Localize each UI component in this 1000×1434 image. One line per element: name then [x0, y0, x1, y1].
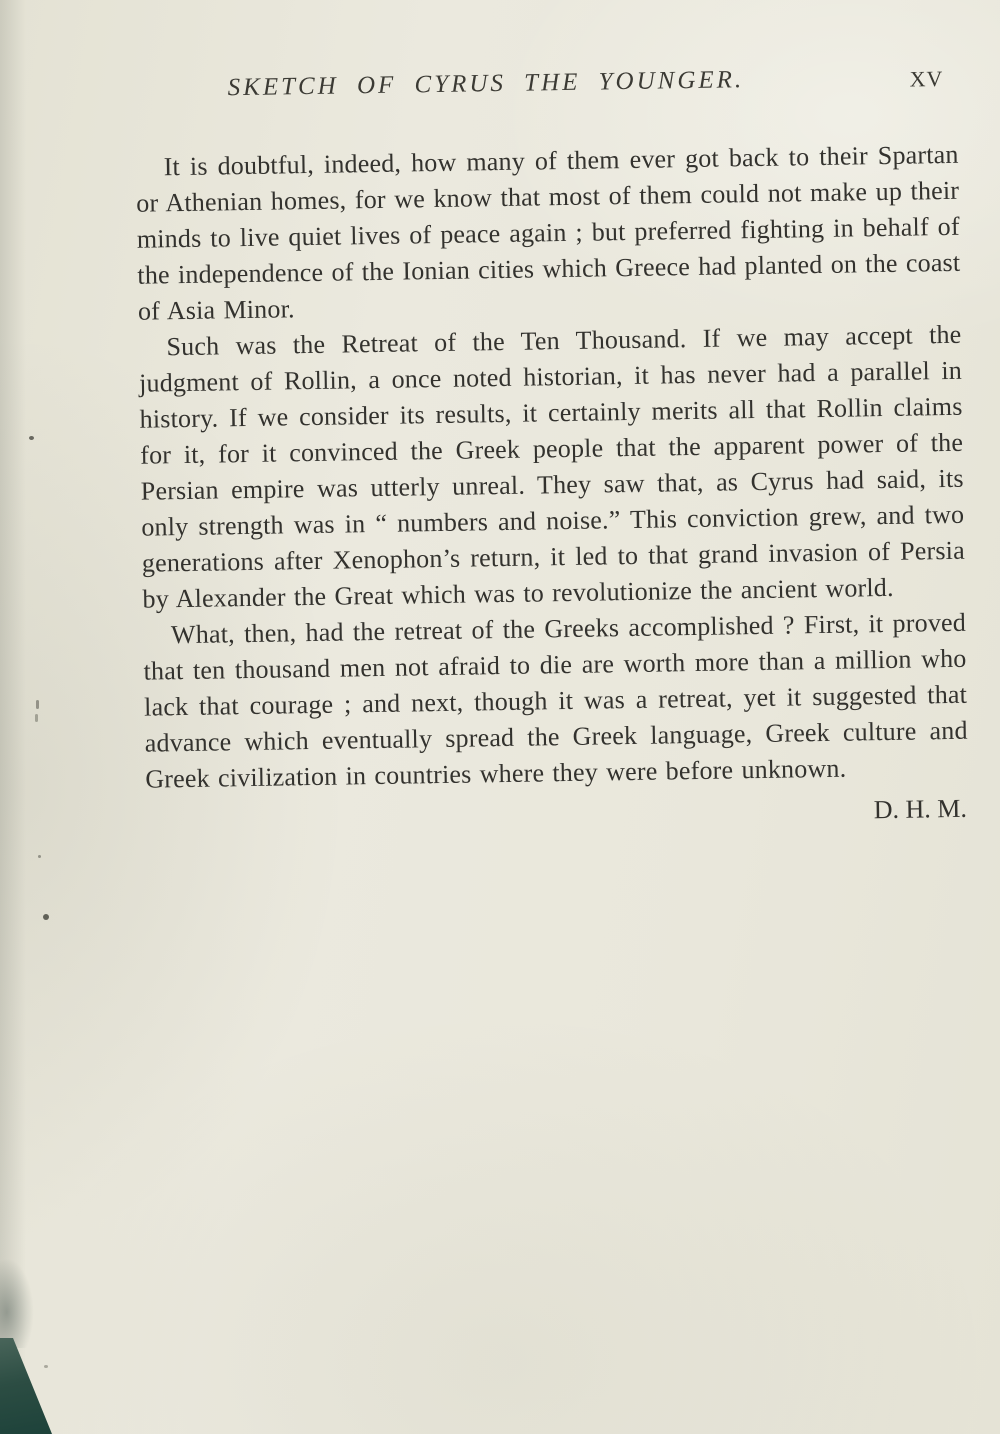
- body-text: [135, 137, 969, 840]
- scan-speck-artifact: [36, 700, 39, 709]
- paragraph-2: Such was the Retreat of the Ten Thousand. If we may accept the judgment of Rollin, a once noted historian, it has never had a parallel in history. If we consider its results, it certainly merits all that Rollin claims for it, for it convinced the Greek people that the apparent power of the Persian empire was utterly unreal. They saw that, as Cyrus had said, its only strength was in “ numbers and noise.” This conviction grew, and two generations after Xenophon’s return, it led to that grand invasion of Persia by Alexander the Great which was to revolutionize the ancient world.: [138, 319, 966, 614]
- scan-speck-artifact: [35, 714, 38, 722]
- page-number: XV: [909, 66, 944, 92]
- running-title: SKETCH OF CYRUS THE YOUNGER.: [227, 66, 745, 102]
- binding-smudge-artifact: [0, 1258, 34, 1348]
- scan-speck-artifact: [44, 1365, 48, 1368]
- scan-speck-artifact: [29, 436, 34, 440]
- author-initials: D. H. M.: [873, 793, 968, 825]
- paragraph-1: It is doubtful, indeed, how many of them ever got back to their Spartan or Athenian homes, for we know that most of them could not make up their minds to live quiet lives of peace again ; but preferred fighting in behalf of the independence of the Ionian cities which Greece had planted on the coast of Asia Minor.: [136, 139, 961, 326]
- scan-speck-artifact: [43, 914, 49, 920]
- scan-speck-artifact: [38, 855, 41, 858]
- page-header: [134, 63, 958, 118]
- binding-corner-artifact: [0, 1338, 60, 1434]
- paragraph-3: What, then, had the retreat of the Greeks accomplished ? First, it proved that ten thousand men not afraid to die are worth more than a million who lack that courage ; and next, though it was a retreat, yet it suggested that advance which eventually spread the Greek language, Greek culture and Greek civilization in countries where they were before unknown.: [143, 607, 968, 794]
